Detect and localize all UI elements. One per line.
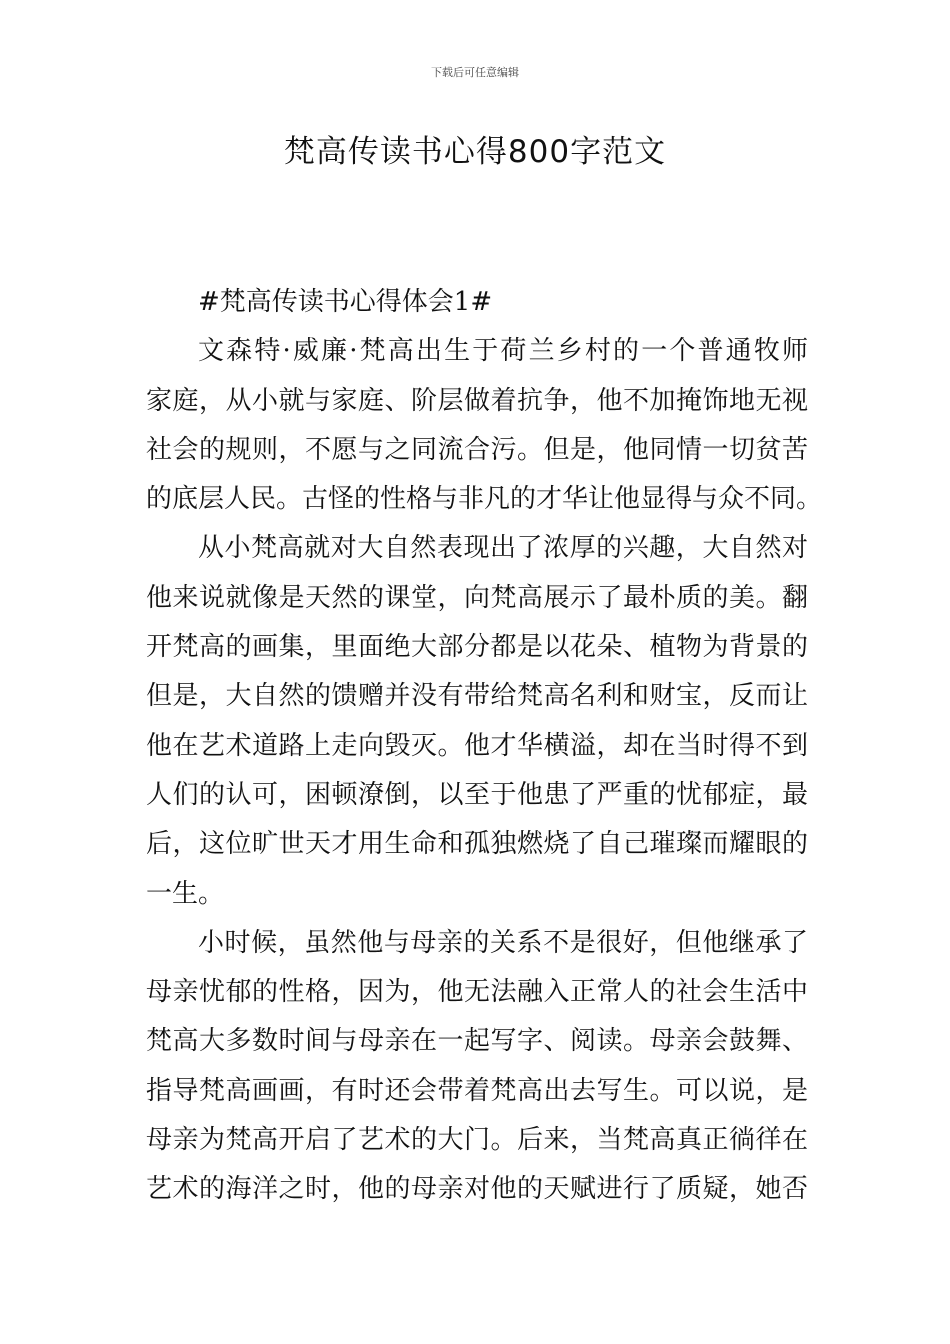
paragraph-3-line-3: 梵高大多数时间与母亲在一起写字、阅读。母亲会鼓舞、 <box>146 1026 808 1057</box>
paragraph-3-line-4: 指导梵高画画，有时还会带着梵高出去写生。可以说，是 <box>146 1075 808 1106</box>
paragraph-3-line-5: 母亲为梵高开启了艺术的大门。后来，当梵高真正徜徉在 <box>146 1125 808 1156</box>
paragraph-1-line-4: 的底层人民。古怪的性格与非凡的才华让他显得与众不同。 <box>146 484 823 515</box>
paragraph-3-line-1: 小时候，虽然他与母亲的关系不是很好，但他继承了 <box>198 927 808 958</box>
paragraph-1-line-3: 社会的规则，不愿与之同流合污。但是，他同情一切贫苦 <box>146 434 808 465</box>
paragraph-2-line-3: 开梵高的画集，里面绝大部分都是以花朵、植物为背景的 <box>146 632 808 663</box>
document-body <box>146 278 823 1215</box>
paragraph-3-line-2: 母亲忧郁的性格，因为，他无法融入正常人的社会生活中 <box>146 977 808 1008</box>
paragraph-2-line-1: 从小梵高就对大自然表现出了浓厚的兴趣，大自然对 <box>198 533 808 564</box>
paragraph-2-line-2: 他来说就像是天然的课堂，向梵高展示了最朴质的美。翻 <box>146 582 808 613</box>
paragraph-2-line-5: 他在艺术道路上走向毁灭。他才华横溢，却在当时得不到 <box>146 730 808 761</box>
paragraph-1-line-2: 家庭，从小就与家庭、阶层做着抗争，他不加掩饰地无视 <box>146 385 808 416</box>
paragraph-2-line-7: 后，这位旷世天才用生命和孤独燃烧了自己璀璨而耀眼的 <box>146 829 808 860</box>
paragraph-2-line-6: 人们的认可，困顿潦倒，以至于他患了严重的忧郁症，最 <box>146 779 808 810</box>
paragraph-1-line-1: 文森特·威廉·梵高出生于荷兰乡村的一个普通牧师 <box>198 336 808 367</box>
document-title: 梵高传读书心得800字范文 <box>283 134 667 170</box>
paragraph-3-line-6: 艺术的海洋之时，他的母亲对他的天赋进行了质疑，她否 <box>146 1174 808 1205</box>
paragraph-2-line-4: 但是，大自然的馈赠并没有带给梵高名利和财宝，反而让 <box>146 681 808 712</box>
section-heading: #梵高传读书心得体会1# <box>198 287 493 317</box>
header-note: 下载后可任意编辑 <box>431 66 519 79</box>
paragraph-2-line-8: 一生。 <box>146 878 225 909</box>
